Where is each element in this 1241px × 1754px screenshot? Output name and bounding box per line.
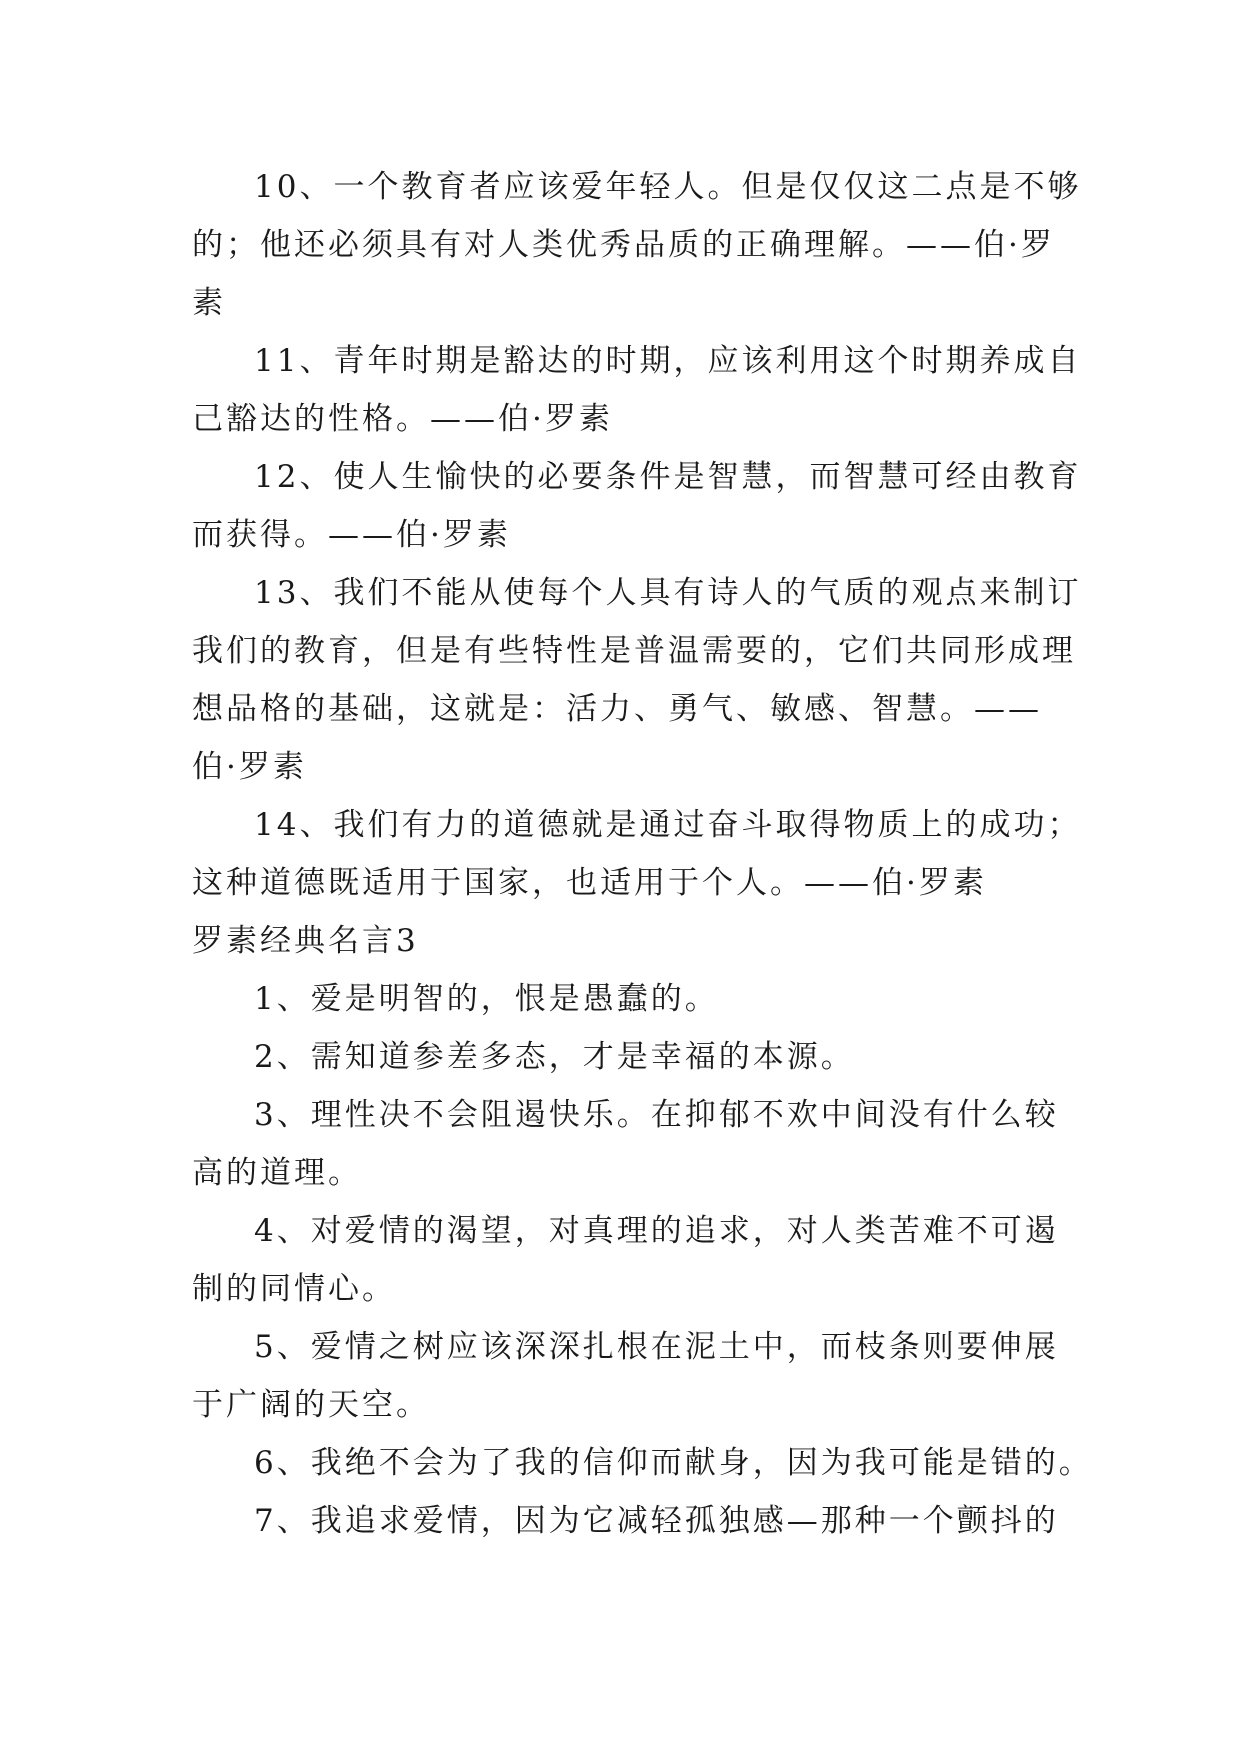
quote-3-line-2: 高的道理。 [192,1155,362,1191]
quote-11-line-1: 11、青年时期是豁达的时期，应该利用这个时期养成自 [254,343,1082,379]
quote-4-line-1: 4、对爱情的渴望，对真理的追求，对人类苦难不可遏 [254,1213,1059,1249]
quote-5-line-1: 5、爱情之树应该深深扎根在泥土中，而枝条则要伸展 [254,1329,1059,1365]
quote-4-line-2: 制的同情心。 [192,1271,396,1307]
quote-6-line-1: 6、我绝不会为了我的信仰而献身，因为我可能是错的。 [254,1445,1093,1481]
quote-7-line-1: 7、我追求爱情，因为它减轻孤独感—那种一个颤抖的 [254,1503,1059,1539]
quote-13-line-4: 伯·罗素 [192,749,307,785]
quote-11-line-2: 己豁达的性格。——伯·罗素 [192,401,613,437]
quote-1-line-1: 1、爱是明智的，恨是愚蠢的。 [254,981,719,1017]
quote-13-line-3: 想品格的基础，这就是：活力、勇气、敏感、智慧。—— [192,691,1042,727]
quote-5-line-2: 于广阔的天空。 [192,1387,430,1423]
quote-10-line-2: 的；他还必须具有对人类优秀品质的正确理解。——伯·罗 [192,227,1055,263]
quote-10-line-3: 素 [192,285,226,321]
quote-2-line-1: 2、需知道参差多态，才是幸福的本源。 [254,1039,855,1075]
quote-13-line-2: 我们的教育，但是有些特性是普温需要的，它们共同形成理 [192,633,1076,669]
quote-13-line-1: 13、我们不能从使每个人具有诗人的气质的观点来制订 [254,575,1082,611]
quote-14-line-1: 14、我们有力的道德就是通过奋斗取得物质上的成功； [254,807,1082,843]
section-heading: 罗素经典名言3 [192,923,419,959]
quote-14-line-2: 这种道德既适用于国家，也适用于个人。——伯·罗素 [192,865,987,901]
quote-12-line-1: 12、使人生愉快的必要条件是智慧，而智慧可经由教育 [254,459,1082,495]
quote-3-line-1: 3、理性决不会阻遏快乐。在抑郁不欢中间没有什么较 [254,1097,1059,1133]
quote-12-line-2: 而获得。——伯·罗素 [192,517,511,553]
quote-10-line-1: 10、一个教育者应该爱年轻人。但是仅仅这二点是不够 [254,169,1082,205]
